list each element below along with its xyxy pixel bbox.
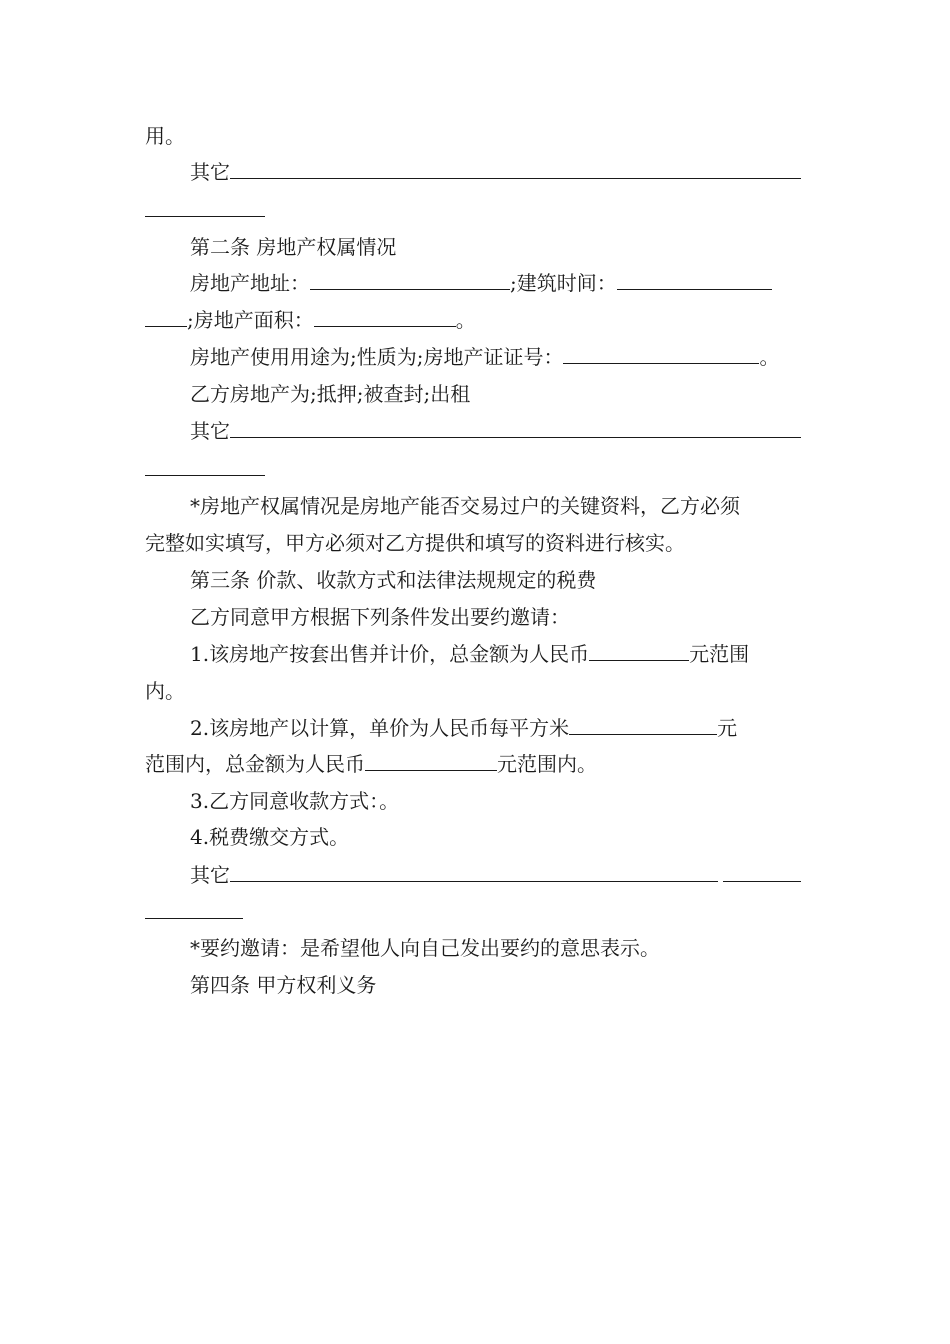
blank-field[interactable] <box>230 861 718 882</box>
price-line-2-cont: 范围内，总金额为人民币 元范围内。 <box>145 752 597 776</box>
blank-field[interactable] <box>145 898 243 919</box>
total-amount-field[interactable] <box>589 640 689 661</box>
section-heading: 第二条 房地产权属情况 <box>190 235 397 259</box>
build-time-field-cont[interactable] <box>145 306 187 327</box>
note-line: *要约邀请：是希望他人向自己发出要约的意思表示。 <box>190 936 660 960</box>
usage-line: 房地产使用用途为;性质为;房地产证证号： 。 <box>190 345 780 369</box>
other-line: 其它 <box>190 417 810 445</box>
blank-field[interactable] <box>230 417 801 438</box>
blank-continuation <box>145 898 810 926</box>
section-heading: 第四条 甲方权利义务 <box>190 973 377 997</box>
status-line: 乙方房地产为;抵押;被查封;出租 <box>190 382 471 406</box>
certificate-number-field[interactable] <box>563 343 759 364</box>
total-amount-field[interactable] <box>365 750 497 771</box>
text-line: 内。 <box>145 679 185 703</box>
blank-field[interactable] <box>145 196 265 217</box>
price-line-1: 1.该房地产按套出售并计价，总金额为人民币 元范围 <box>190 642 750 666</box>
text-line: 乙方同意甲方根据下列条件发出要约邀请： <box>190 605 570 629</box>
text-line: 用。 <box>145 124 185 148</box>
address-line: 房地产地址： ;建筑时间： <box>190 269 810 297</box>
blank-field[interactable] <box>230 158 801 179</box>
blank-continuation <box>145 196 810 224</box>
note-line: 完整如实填写，甲方必须对乙方提供和填写的资料进行核实。 <box>145 531 685 555</box>
other-line: 其它 <box>190 158 810 186</box>
area-field[interactable] <box>314 306 456 327</box>
build-time-field[interactable] <box>617 269 772 290</box>
unit-price-field[interactable] <box>569 714 717 735</box>
area-line: ;房地产面积： 。 <box>145 306 810 334</box>
section-heading: 第三条 价款、收款方式和法律法规规定的税费 <box>190 568 597 592</box>
payment-method-line: 3.乙方同意收款方式：。 <box>190 789 400 813</box>
note-line: *房地产权属情况是房地产能否交易过户的关键资料，乙方必须 <box>190 494 740 518</box>
blank-continuation <box>145 455 810 483</box>
address-field[interactable] <box>310 269 510 290</box>
tax-line: 4.税费缴交方式。 <box>190 825 350 849</box>
other-line: 其它 <box>190 861 810 889</box>
blank-field[interactable] <box>145 455 265 476</box>
price-line-2: 2.该房地产以计算，单价为人民币每平方米 元 <box>190 716 738 740</box>
blank-field[interactable] <box>723 861 801 882</box>
